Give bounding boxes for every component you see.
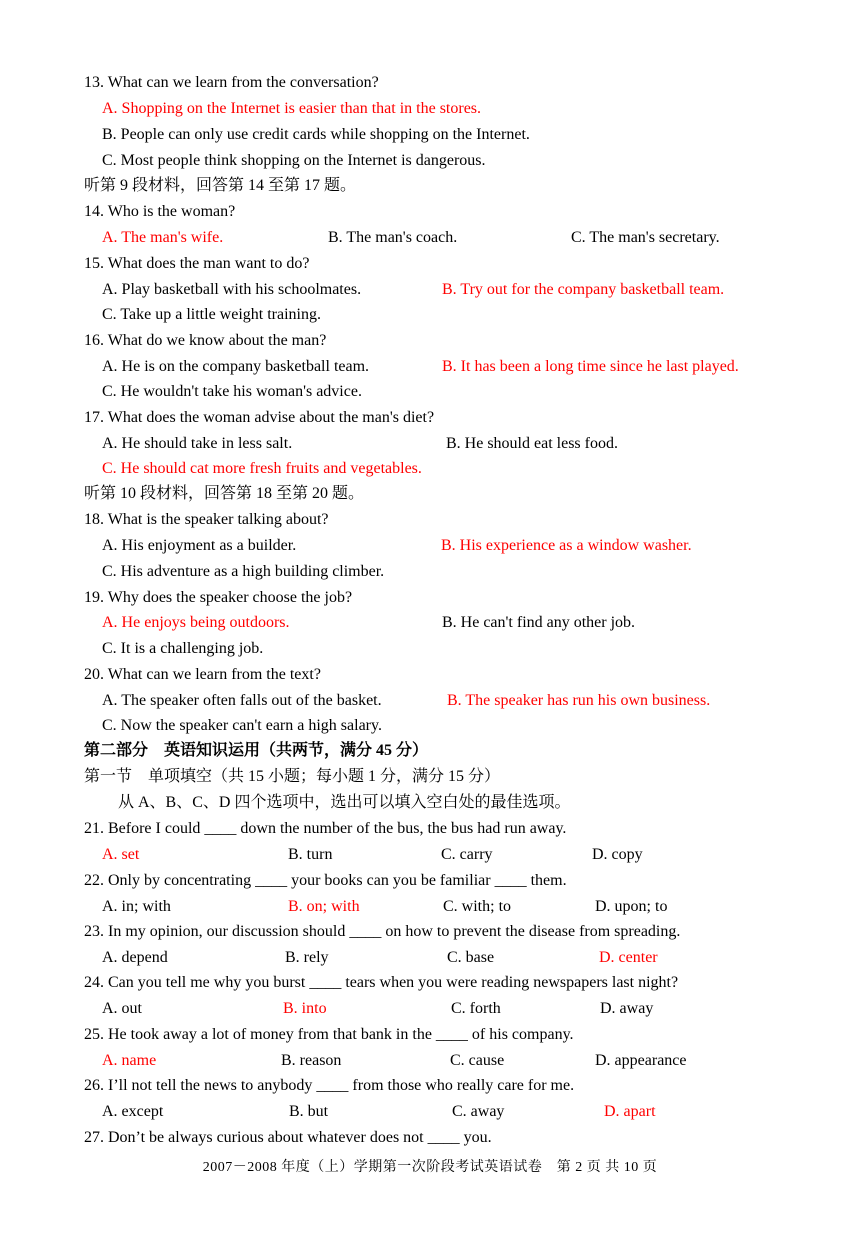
question-19-option-a: A. He enjoys being outdoors. [102, 614, 290, 631]
section-10-heading: 听第 10 段材料，回答第 18 至第 20 题。 [84, 485, 365, 502]
question-16-option-b: B. It has been a long time since he last played. [442, 358, 739, 375]
question-25-option-b: B. reason [281, 1052, 342, 1069]
question-23-option-c: C. base [447, 949, 495, 966]
question-22-option-c: C. with; to [443, 898, 512, 915]
question-18-stem: 18. What is the speaker talking about? [84, 511, 329, 528]
question-20-option-a: A. The speaker often falls out of the basket. [102, 692, 382, 709]
question-13-option-a: A. Shopping on the Internet is easier than that in the stores. [102, 100, 482, 117]
question-25-option-a: A. name [102, 1052, 157, 1069]
question-22-option-d: D. upon; to [595, 898, 668, 915]
question-13-option-c: C. Most people think shopping on the Internet is dangerous. [102, 152, 486, 169]
question-23-option-b: B. rely [285, 949, 329, 966]
question-24-option-a: A. out [102, 1000, 142, 1017]
section-9-heading: 听第 9 段材料，回答第 14 至第 17 题。 [84, 177, 357, 194]
question-15-option-a: A. Play basketball with his schoolmates. [102, 281, 362, 298]
question-25-option-d: D. appearance [595, 1052, 687, 1069]
question-15-option-c: C. Take up a little weight training. [102, 306, 321, 323]
question-26-option-a: A. except [102, 1103, 164, 1120]
question-26-option-b: B. but [289, 1103, 329, 1120]
instructions: 从 A、B、C、D 四个选项中，选出可以填入空白处的最佳选项。 [118, 794, 571, 811]
question-24-option-c: C. forth [451, 1000, 501, 1017]
question-18-option-c: C. His adventure as a high building climber. [102, 563, 385, 580]
question-17-stem: 17. What does the woman advise about the man's diet? [84, 409, 435, 426]
question-22-option-b: B. on; with [288, 898, 360, 915]
question-26-stem: 26. I’ll not tell the news to anybody ____ from those who really care for me. [84, 1077, 575, 1094]
question-15-stem: 15. What does the man want to do? [84, 255, 310, 272]
question-24-option-b: B. into [283, 1000, 327, 1017]
question-19-option-c: C. It is a challenging job. [102, 640, 264, 657]
question-21-option-d: D. copy [592, 846, 643, 863]
question-18-option-a: A. His enjoyment as a builder. [102, 537, 297, 554]
part-2-heading: 第二部分 英语知识运用（共两节，满分 45 分） [84, 742, 429, 759]
question-17-option-a: A. He should take in less salt. [102, 435, 293, 452]
question-25-option-c: C. cause [450, 1052, 505, 1069]
question-14-option-b: B. The man's coach. [328, 229, 458, 246]
page-footer: 2007－2008 年度（上）学期第一次阶段考试英语试卷 第 2 页 共 10 页 [202, 1160, 658, 1175]
question-19-stem: 19. Why does the speaker choose the job? [84, 589, 353, 606]
question-13-option-b: B. People can only use credit cards while shopping on the Internet. [102, 126, 530, 143]
question-27-stem: 27. Don’t be always curious about whatever does not ____ you. [84, 1129, 492, 1146]
question-26-option-d: D. apart [604, 1103, 656, 1120]
question-22-option-a: A. in; with [102, 898, 171, 915]
question-13-stem: 13. What can we learn from the conversation? [84, 74, 379, 91]
question-16-option-a: A. He is on the company basketball team. [102, 358, 370, 375]
question-14-option-c: C. The man's secretary. [571, 229, 720, 246]
question-15-option-b: B. Try out for the company basketball team. [442, 281, 725, 298]
question-21-option-c: C. carry [441, 846, 493, 863]
question-19-option-b: B. He can't find any other job. [442, 614, 636, 631]
question-22-stem: 22. Only by concentrating ____ your books can you be familiar ____ them. [84, 872, 567, 889]
question-23-option-a: A. depend [102, 949, 168, 966]
question-20-option-b: B. The speaker has run his own business. [447, 692, 711, 709]
question-25-stem: 25. He took away a lot of money from that bank in the ____ of his company. [84, 1026, 574, 1043]
question-16-option-c: C. He wouldn't take his woman's advice. [102, 383, 362, 400]
question-26-option-c: C. away [452, 1103, 505, 1120]
question-21-stem: 21. Before I could ____ down the number of the bus, the bus had run away. [84, 820, 567, 837]
question-14-option-a: A. The man's wife. [102, 229, 224, 246]
question-14-stem: 14. Who is the woman? [84, 203, 236, 220]
question-24-option-d: D. away [600, 1000, 654, 1017]
question-17-option-c: C. He should cat more fresh fruits and vegetables. [102, 460, 422, 477]
question-16-stem: 16. What do we know about the man? [84, 332, 327, 349]
question-20-option-c: C. Now the speaker can't earn a high salary. [102, 717, 382, 734]
question-18-option-b: B. His experience as a window washer. [441, 537, 692, 554]
question-20-stem: 20. What can we learn from the text? [84, 666, 321, 683]
question-23-option-d: D. center [599, 949, 658, 966]
question-21-option-a: A. set [102, 846, 140, 863]
question-23-stem: 23. In my opinion, our discussion should ____ on how to prevent the disease from spreading. [84, 923, 681, 940]
question-24-stem: 24. Can you tell me why you burst ____ tears when you were reading newspapers last night? [84, 974, 679, 991]
section-1-heading: 第一节 单项填空（共 15 小题；每小题 1 分，满分 15 分） [84, 768, 501, 785]
question-21-option-b: B. turn [288, 846, 333, 863]
question-17-option-b: B. He should eat less food. [446, 435, 618, 452]
